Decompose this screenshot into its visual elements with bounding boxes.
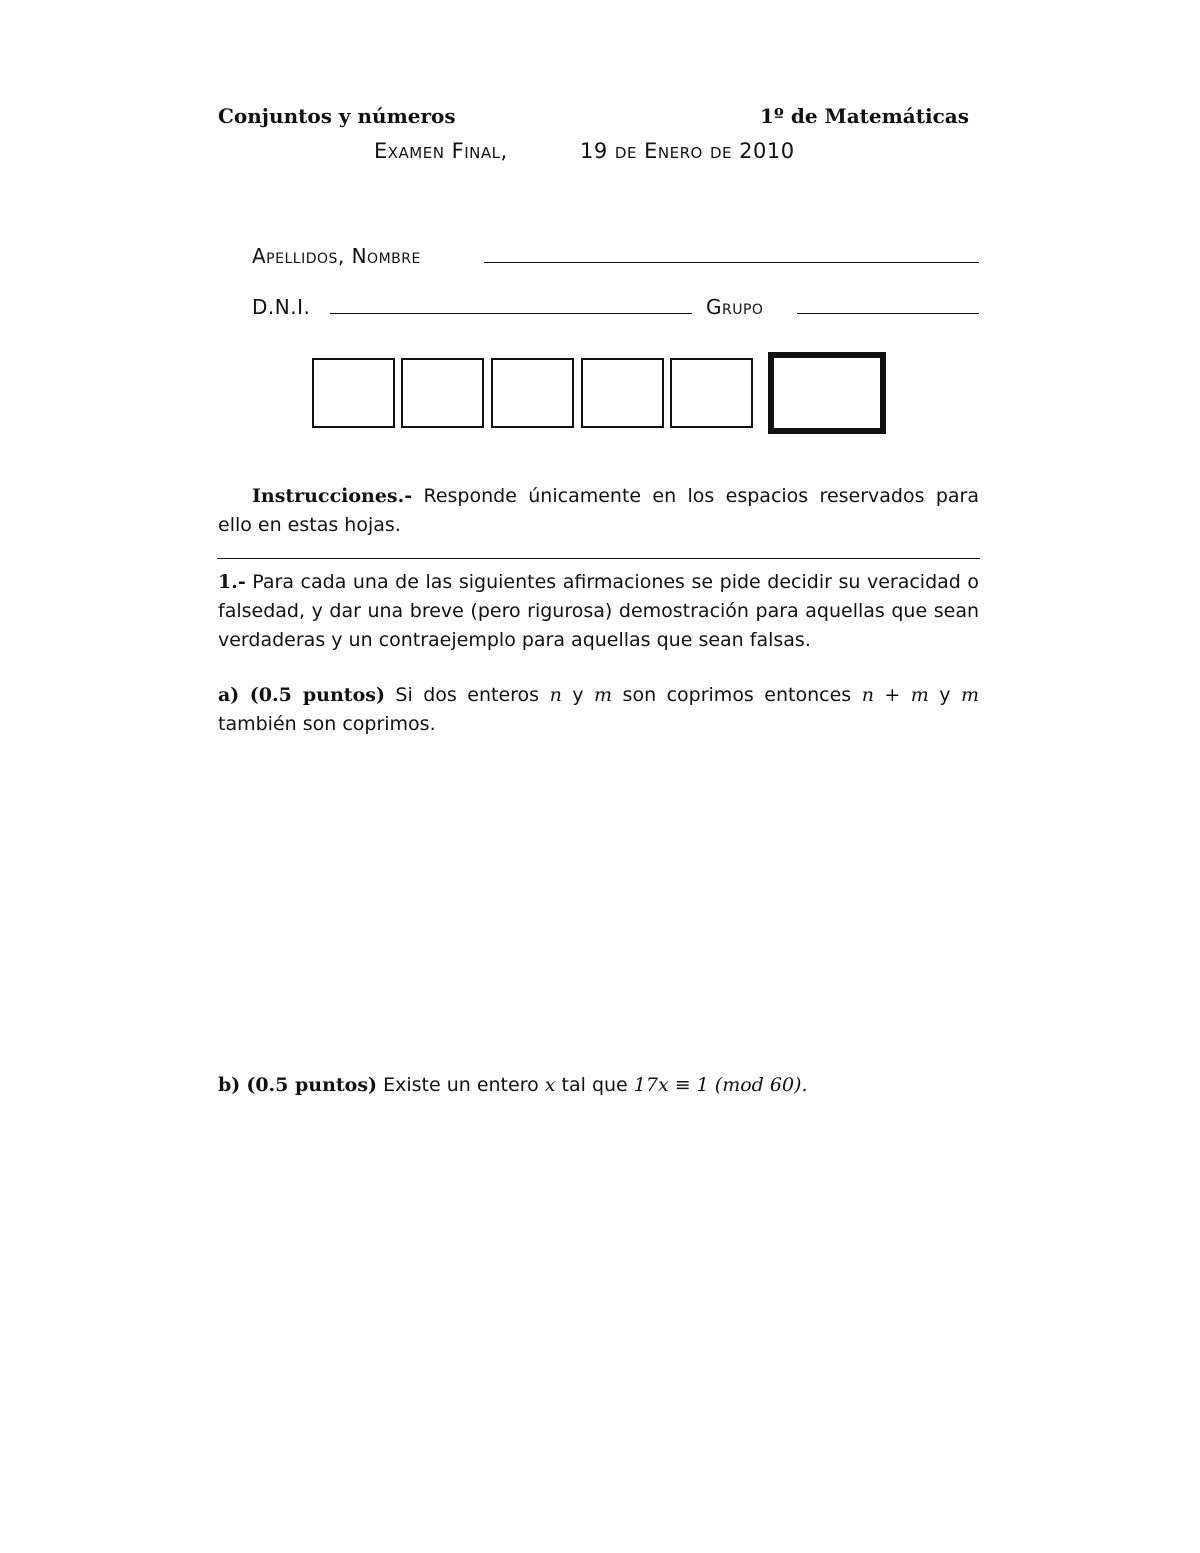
- score-box-3[interactable]: [491, 358, 574, 428]
- expr-n-plus-m: n + m: [861, 684, 929, 706]
- part-a-text-1: Si dos enteros: [395, 684, 540, 706]
- var-m: m: [594, 684, 613, 706]
- var-x: x: [544, 1074, 556, 1096]
- part-b-points: (0.5 puntos): [246, 1074, 378, 1096]
- question-intro: Para cada una de las siguientes afirmaciones se pide decidir su veracidad o falsedad, y dar una breve (pero rigurosa) demostración para aquellas que sean verdaderas y un contraejemplo para aquellas que sean falsas.: [218, 571, 980, 651]
- group-label: Grupo: [706, 295, 764, 319]
- part-b-text-2: tal que: [561, 1074, 628, 1096]
- part-a-text-5: también son coprimos.: [218, 713, 436, 735]
- question-1b: [218, 1071, 979, 1100]
- var-n: n: [549, 684, 562, 706]
- score-box-total[interactable]: [768, 352, 886, 434]
- dni-field[interactable]: [330, 313, 692, 314]
- dni-label: D.N.I.: [252, 295, 311, 319]
- instructions-label: Instrucciones.-: [252, 485, 413, 507]
- exam-title: Examen Final,: [374, 139, 508, 163]
- instructions: [218, 482, 979, 540]
- part-a-text-4: y: [939, 684, 951, 706]
- score-box-2[interactable]: [401, 358, 484, 428]
- part-b-text-1: Existe un entero: [383, 1074, 539, 1096]
- score-box-4[interactable]: [581, 358, 664, 428]
- score-box-1[interactable]: [312, 358, 395, 428]
- part-a-label: a): [218, 684, 240, 706]
- congruence-expr: 17x ≡ 1 (mod 60).: [633, 1074, 808, 1096]
- name-field[interactable]: [484, 262, 979, 263]
- question-1: [218, 568, 979, 655]
- part-b-label: b): [218, 1074, 241, 1096]
- question-number: 1.-: [218, 571, 246, 593]
- var-m-2: m: [961, 684, 980, 706]
- score-box-5[interactable]: [670, 358, 753, 428]
- course-title: Conjuntos y números: [218, 104, 456, 128]
- instructions-text: Responde únicamente en los espacios reservados para ello en estas hojas.: [218, 485, 980, 536]
- group-field[interactable]: [797, 313, 979, 314]
- exam-date: 19 de Enero de 2010: [580, 139, 795, 163]
- divider: [217, 558, 980, 559]
- question-1a: [218, 681, 979, 739]
- part-a-text-2: y: [572, 684, 584, 706]
- name-label: Apellidos, Nombre: [252, 244, 421, 268]
- part-a-points: (0.5 puntos): [249, 684, 385, 706]
- degree-label: 1º de Matemáticas: [760, 104, 969, 128]
- part-a-text-3: son coprimos entonces: [622, 684, 852, 706]
